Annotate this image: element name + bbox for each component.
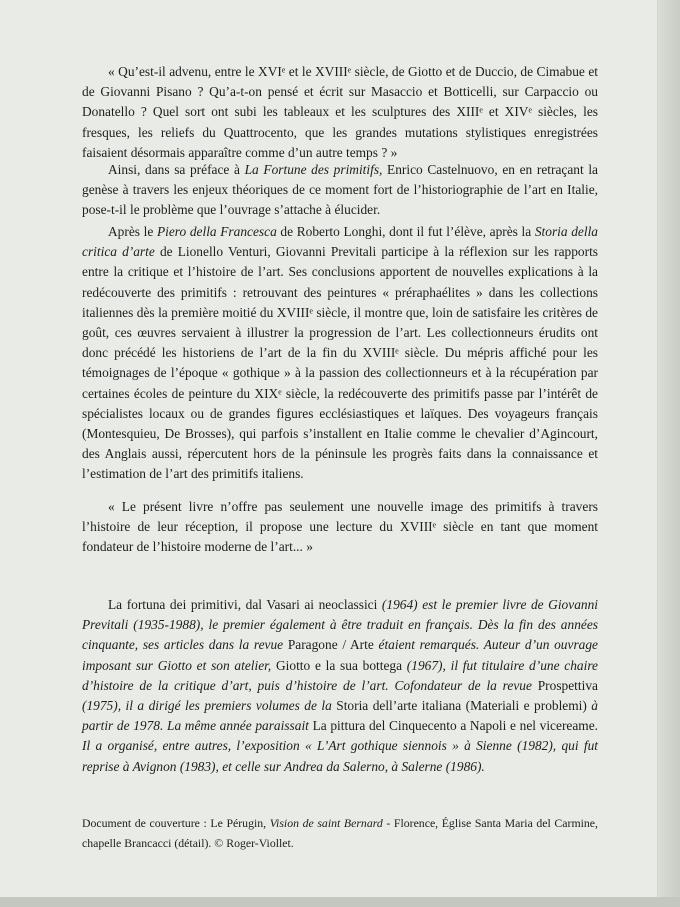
bio-italic-3: (1967), il fut titulaire d’une chaire d’histoire de la critique d’art, puis d’histoire de l’art. Cofondateur de la revue [82,657,598,693]
bio-italic-6: Il a organisé, entre autres, l’exposition « L’Art gothique siennois » à Sienne (1982), qui fut reprise à Avignon (1983), et celle sur Andrea da Salerno, à Salerne (1986). [82,738,598,774]
bio-title-4: Prospettiva [537,677,598,693]
author-bio [82,595,598,777]
ainsi-book-title: La Fortune des primitifs, [244,162,383,177]
cover-edge [657,0,680,907]
ainsi-text-b: Enrico Castelnuovo, en en retraçant la genèse à travers les enjeux théoriques de ce moment fort de l’historiographie de l’art en Italie, pose-t-il le problème que l’ouvrage s’attache à élucider. [82,162,599,218]
cover-bottom-edge [0,897,680,907]
apres-paragraph [82,222,598,485]
intro-quote-block [82,62,598,163]
bio-italic-1: (1964) est le premier livre de Giovanni Previtali (1935-1988), le premier également à être traduit en français. Dès la fin des années cinquante, ses articles dans la revue [82,597,598,653]
bio-title-2: Paragone / Arte [287,637,374,653]
ainsi-paragraph-block [82,160,598,221]
apres-text-a: Après le [108,224,157,239]
bio-italic-4: (1975), il a dirigé les premiers volumes de la [82,698,337,714]
apres-book-title-1: Piero della Francesca [156,224,277,239]
bio-italic-2: étaient remarqués. Auteur d’un ouvrage imposant sur Giotto et son atelier, [82,637,598,673]
credit-text-a: Document de couverture : Le Pérugin, [82,816,270,830]
bio-title-3: Giotto e la sua bottega [275,657,403,673]
credit-artwork-title: Vision de saint Bernard [269,816,383,830]
closing-quote: « Le présent livre n’offre pas seulement une nouvelle image des primitifs à travers l’histoire de leur réception, il propose une lecture du XVIIIᵉ siècle en tant que moment fondateur de l’histoire moderne de l’art... » [82,499,598,555]
apres-text-c: de Lionello Venturi, Giovanni Previtali participe à la réflexion sur les rapports entre la critique et l’histoire de l’art. Ses conclusions apportent de nouvelles explications à la redécouverte des primitifs : retrouvant des peintures « préraphaélites » dans les collections italiennes dès la première moitié du XVIIIᵉ siècle, il montre que, loin de satisfaire les critères de goût, ces œuvres servaient à illustrer la progression de l’art. Les collectionneurs érudits ont donc précédé les historiens de l’art de la fin du XVIIIᵉ siècle. Du mépris affiché pour les témoignages de l’époque « gothique » à la passion des collectionneurs et à la récupération par certaines écoles de peinture du XIXᵉ siècle, la redécouverte des primitifs passe par l’intérêt de spécialistes locaux ou de grandes figures ecclésiastiques et laïques. Des voyageurs français (Montesquieu, De Brosses), qui parfois s’installent en Italie comme le chevalier d’Agincourt, des Anglais aussi, répercutent hors de la péninsule les progrès faits dans la connaissance et l’estimation de l’art des primitifs italiens. [82,244,598,482]
bio-title-1: La fortuna dei primitivi, dal Vasari ai neoclassici [108,597,378,612]
intro-quote: « Qu’est-il advenu, entre le XVIᵉ et le XVIIIᵉ siècle, de Giotto et de Duccio, de Cimabue et de Giovanni Pisano ? Qu’a-t-on pensé et écrit sur Masaccio et Botticelli, sur Carpaccio ou Donatello ? Quel sort ont subi les tableaux et les sculptures des XIIIᵉ et XIVᵉ siècles, les fresques, les reliefs du Quattrocento, que les grandes mutations stylistiques enregistrées faisaient désormais apparaître comme d’un autre temps ? » [82,64,598,160]
bio-italic-5: à partir de 1978. La même année paraissait [82,698,599,734]
apres-paragraph-block [82,222,598,485]
cover-credit [82,813,598,853]
apres-text-b: de Roberto Longhi, dont il fut l’élève, après la [276,224,535,239]
bio-title-6: La pittura del Cinquecento a Napoli e nel vicereame. [312,718,598,734]
closing-quote-block [82,497,598,558]
ainsi-paragraph [82,160,598,221]
ainsi-text-a: Ainsi, dans sa préface à [108,162,245,177]
cover-credit-text [82,813,598,853]
credit-text-b: - Florence, Église Santa Maria del Carmine, chapelle Brancacci (détail). © Roger-Viollet. [82,816,598,850]
apres-book-title-2: Storia della critica d’arte [82,224,598,260]
author-bio-paragraph [82,595,598,777]
bio-title-5: Storia dell’arte italiana (Materiali e problemi) [336,698,587,714]
